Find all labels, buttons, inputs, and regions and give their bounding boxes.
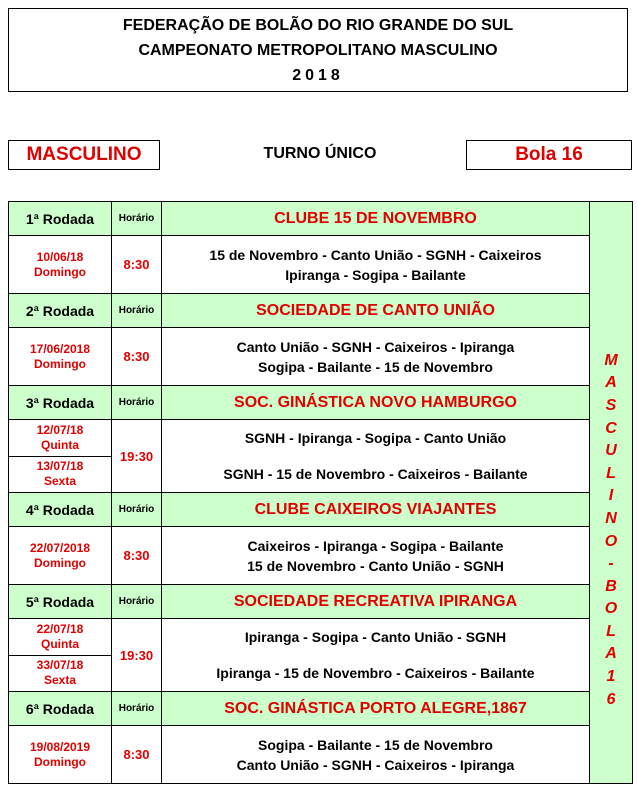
round-header-row [9, 294, 633, 328]
side-letter: S [605, 396, 617, 414]
round-games-row [9, 420, 633, 457]
side-letter: B [605, 577, 617, 595]
category-box: MASCULINO [8, 140, 160, 170]
round-time: 8:30 [112, 527, 162, 585]
championship-title: CAMPEONATO METROPOLITANO MASCULINO [138, 42, 498, 59]
round-games: SGNH - Ipiranga - Sogipa - Canto União SGNH - 15 de Novembro - Caixeiros - Bailante [162, 420, 590, 493]
side-letter: L [606, 464, 616, 482]
side-letter: M [604, 351, 618, 369]
round-header-row [9, 386, 633, 420]
round-date: 22/07/2018 Domingo [9, 527, 112, 585]
round-games: Ipiranga - Sogipa - Canto União - SGNH Ipiranga - 15 de Novembro - Caixeiros - Bailante [162, 619, 590, 692]
round-games-row [9, 726, 633, 784]
round-header-row [9, 692, 633, 726]
horario-label: Horário [112, 585, 162, 619]
round-time: 8:30 [112, 726, 162, 784]
round-time: 8:30 [112, 236, 162, 294]
side-letter: L [606, 622, 616, 640]
side-letter: - [608, 555, 614, 573]
side-letter: I [608, 487, 614, 505]
turno-label: TURNO ÚNICO [263, 145, 377, 162]
side-banner [590, 202, 633, 784]
host-club: SOCIEDADE RECREATIVA IPIRANGA [162, 585, 590, 619]
federation-title: FEDERAÇÃO DE BOLÃO DO RIO GRANDE DO SUL [122, 17, 514, 34]
round-label: 5ª Rodada [9, 585, 112, 619]
round-date: 12/07/18 Quinta [9, 420, 112, 457]
round-label: 3ª Rodada [9, 386, 112, 420]
host-club: SOCIEDADE DE CANTO UNIÃO [162, 294, 590, 328]
round-games: Caixeiros - Ipiranga - Sogipa - Bailante 15 de Novembro - Canto União - SGNH [162, 527, 590, 585]
host-club: CLUBE 15 DE NOVEMBRO [162, 202, 590, 236]
round-games-row [9, 619, 633, 656]
bola-box: Bola 16 [466, 140, 632, 170]
round-games: Sogipa - Bailante - 15 de Novembro Canto União - SGNH - Caixeiros - Ipiranga [162, 726, 590, 784]
side-letter: 1 [606, 668, 616, 686]
round-header-row [9, 202, 633, 236]
round-date: 33/07/18 Sexta [9, 655, 112, 692]
horario-label: Horário [112, 692, 162, 726]
round-games-row [9, 527, 633, 585]
round-date: 10/06/18 Domingo [9, 236, 112, 294]
round-label: 4ª Rodada [9, 493, 112, 527]
side-letter: C [605, 419, 617, 437]
horario-label: Horário [112, 294, 162, 328]
round-label: 6ª Rodada [9, 692, 112, 726]
round-games: Canto União - SGNH - Caixeiros - Ipiranga Sogipa - Bailante - 15 de Novembro [162, 328, 590, 386]
round-label: 2ª Rodada [9, 294, 112, 328]
document-header [8, 8, 628, 92]
round-header-row [9, 493, 633, 527]
side-letter: A [605, 645, 617, 663]
round-date: 13/07/18 Sexta [9, 456, 112, 493]
round-header-row [9, 585, 633, 619]
side-letter: U [605, 442, 617, 460]
round-time: 8:30 [112, 328, 162, 386]
host-club: CLUBE CAIXEIROS VIAJANTES [162, 493, 590, 527]
round-games-row [9, 236, 633, 294]
round-time: 19:30 [112, 420, 162, 493]
round-time: 19:30 [112, 619, 162, 692]
round-date: 22/07/18 Quinta [9, 619, 112, 656]
side-letter: O [604, 600, 618, 618]
round-label: 1ª Rodada [9, 202, 112, 236]
round-date: 17/06/2018 Domingo [9, 328, 112, 386]
schedule-table [8, 201, 633, 784]
round-date: 19/08/2019 Domingo [9, 726, 112, 784]
round-games-row [9, 328, 633, 386]
year-title: 2018 [292, 67, 344, 84]
round-games: 15 de Novembro - Canto União - SGNH - Caixeiros Ipiranga - Sogipa - Bailante [162, 236, 590, 294]
side-letter: N [605, 509, 617, 527]
horario-label: Horário [112, 386, 162, 420]
host-club: SOC. GINÁSTICA PORTO ALEGRE,1867 [162, 692, 590, 726]
side-letter: 6 [606, 690, 616, 708]
side-letter: A [605, 374, 617, 392]
horario-label: Horário [112, 202, 162, 236]
host-club: SOC. GINÁSTICA NOVO HAMBURGO [162, 386, 590, 420]
horario-label: Horário [112, 493, 162, 527]
side-letter: O [604, 532, 618, 550]
